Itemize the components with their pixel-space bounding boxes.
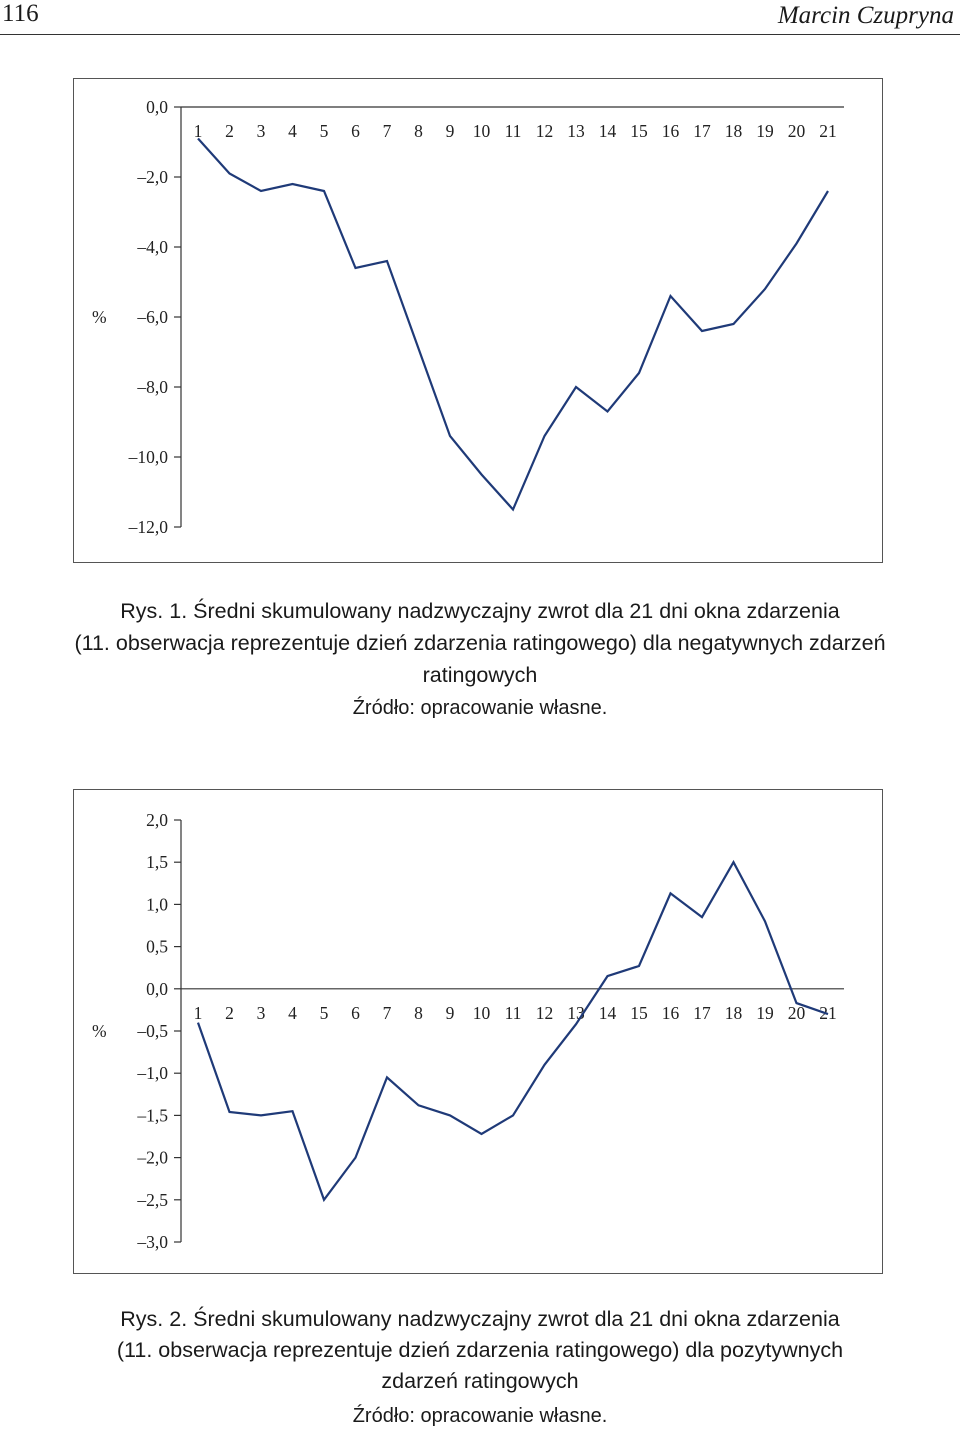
chart-1-caption-line-1: Rys. 1. Średni skumulowany nadzwyczajny zwrot dla 21 dni okna zdarzenia [120,599,840,623]
chart-2-series-line [198,862,828,1200]
chart-1-y-tick-label: –6,0 [137,307,168,327]
chart-2-y-tick-label: –0,5 [137,1021,168,1041]
chart-2-x-tick-label: 7 [382,1002,392,1023]
chart-2-y-tick-label: –2,5 [137,1189,168,1210]
chart-2-y-tick-label: –2,0 [137,1147,168,1168]
chart-2-x-tick-label: 17 [693,1002,711,1023]
chart-1-x-tick-label: 12 [535,121,554,141]
chart-2-x-tick-label: 14 [598,1002,617,1023]
page-header [0,0,960,36]
header-rule [0,34,960,35]
chart-2-x-tick-label: 15 [630,1002,648,1023]
chart-2-y-tick-label: 0,5 [146,936,168,957]
chart-1-source: Źródło: opracowanie własne. [352,697,608,719]
chart-1-x-tick-label: 17 [693,121,711,141]
chart-1-x-tick-label: 13 [567,121,585,141]
chart-2-x-tick-label: 1 [193,1002,203,1023]
chart-2-caption [20,1304,940,1397]
chart-2-y-tick-label: –3,0 [137,1232,168,1252]
chart-2-x-tick-label: 11 [504,1002,522,1023]
chart-1-x-tick-label: 20 [787,121,806,141]
chart-1-x-tick-label: 3 [256,121,266,141]
chart-1-y-tick-label: –12,0 [128,517,168,537]
chart-2-x-tick-label: 16 [661,1002,680,1023]
chart-2-x-tick-label: 19 [756,1002,774,1023]
chart-2-x-tick-label: 9 [445,1002,455,1023]
chart-2-x-tick-label: 6 [351,1002,360,1023]
chart-2-x-tick-label: 13 [567,1002,585,1023]
chart-1-x-tick-label: 5 [319,121,329,141]
chart-1-x-tick-label: 6 [351,121,360,141]
chart-1-x-tick-label: 10 [472,121,491,141]
chart-1-y-tick-label: –4,0 [137,237,168,257]
page-number: 116 [2,0,39,27]
chart-2-y-axis-label: % [92,1021,107,1041]
chart-1-y-tick-label: 0,0 [146,97,168,117]
chart-1-y-tick-label: –10,0 [128,447,168,467]
chart-2-caption-line-2: (11. obserwacja reprezentuje dzień zdarzenia ratingowego) dla pozytywnych [116,1338,844,1362]
chart-2-x-tick-label: 4 [288,1002,297,1023]
chart-2-x-tick-label: 18 [724,1002,743,1023]
chart-2-x-tick-label: 12 [535,1002,554,1023]
chart-1-x-tick-label: 1 [193,121,203,141]
chart-2-x-tick-label: 20 [787,1002,806,1023]
chart-1-x-tick-label: 4 [288,121,297,141]
chart-1-x-tick-label: 18 [724,121,743,141]
chart-1-svg [74,79,884,564]
chart-1-caption [20,595,940,691]
chart-1-x-tick-label: 11 [504,121,522,141]
running-head-author: Marcin Czupryna [777,2,954,29]
chart-2-y-tick-label: –1,5 [137,1105,168,1126]
chart-1-x-tick-label: 2 [225,121,234,141]
chart-1-caption-line-2: (11. obserwacja reprezentuje dzień zdarzenia ratingowego) dla negatywnych zdarzeń [74,631,886,655]
chart-1-x-tick-label: 8 [414,121,423,141]
chart-2-x-tick-label: 21 [819,1002,837,1023]
chart-1-caption-line-3: ratingowych [422,663,538,687]
chart-1-y-tick-label: –2,0 [137,167,168,187]
chart-2-x-tick-label: 3 [256,1002,266,1023]
chart-1-x-tick-label: 7 [382,121,392,141]
chart-2-y-tick-label: –1,0 [137,1063,168,1084]
chart-2-x-tick-label: 2 [225,1002,234,1023]
chart-2-y-tick-label: 1,0 [146,894,168,915]
chart-1-x-tick-label: 19 [756,121,774,141]
chart-2-x-tick-label: 8 [414,1002,423,1023]
chart-1-x-tick-label: 21 [819,121,837,141]
chart-1-frame [73,78,883,563]
chart-1-y-tick-label: –8,0 [137,377,168,397]
chart-1-x-tick-label: 14 [598,121,617,141]
chart-2-caption-line-3: zdarzeń ratingowych [381,1369,579,1393]
chart-2-frame [73,789,883,1274]
chart-2-x-tick-label: 10 [472,1002,491,1023]
chart-2-y-tick-label: 2,0 [146,810,168,830]
chart-1-y-axis-label: % [92,307,107,327]
chart-2-y-tick-label: 1,5 [146,852,168,873]
chart-1-x-tick-label: 9 [445,121,455,141]
chart-2-svg [74,790,884,1275]
chart-2-caption-line-1: Rys. 2. Średni skumulowany nadzwyczajny zwrot dla 21 dni okna zdarzenia [120,1307,840,1331]
chart-1-x-tick-label: 15 [630,121,648,141]
chart-2-x-tick-label: 5 [319,1002,329,1023]
chart-1-x-tick-label: 16 [661,121,680,141]
chart-2-source: Źródło: opracowanie własne. [352,1405,608,1427]
chart-2-y-tick-label: 0,0 [146,978,168,999]
